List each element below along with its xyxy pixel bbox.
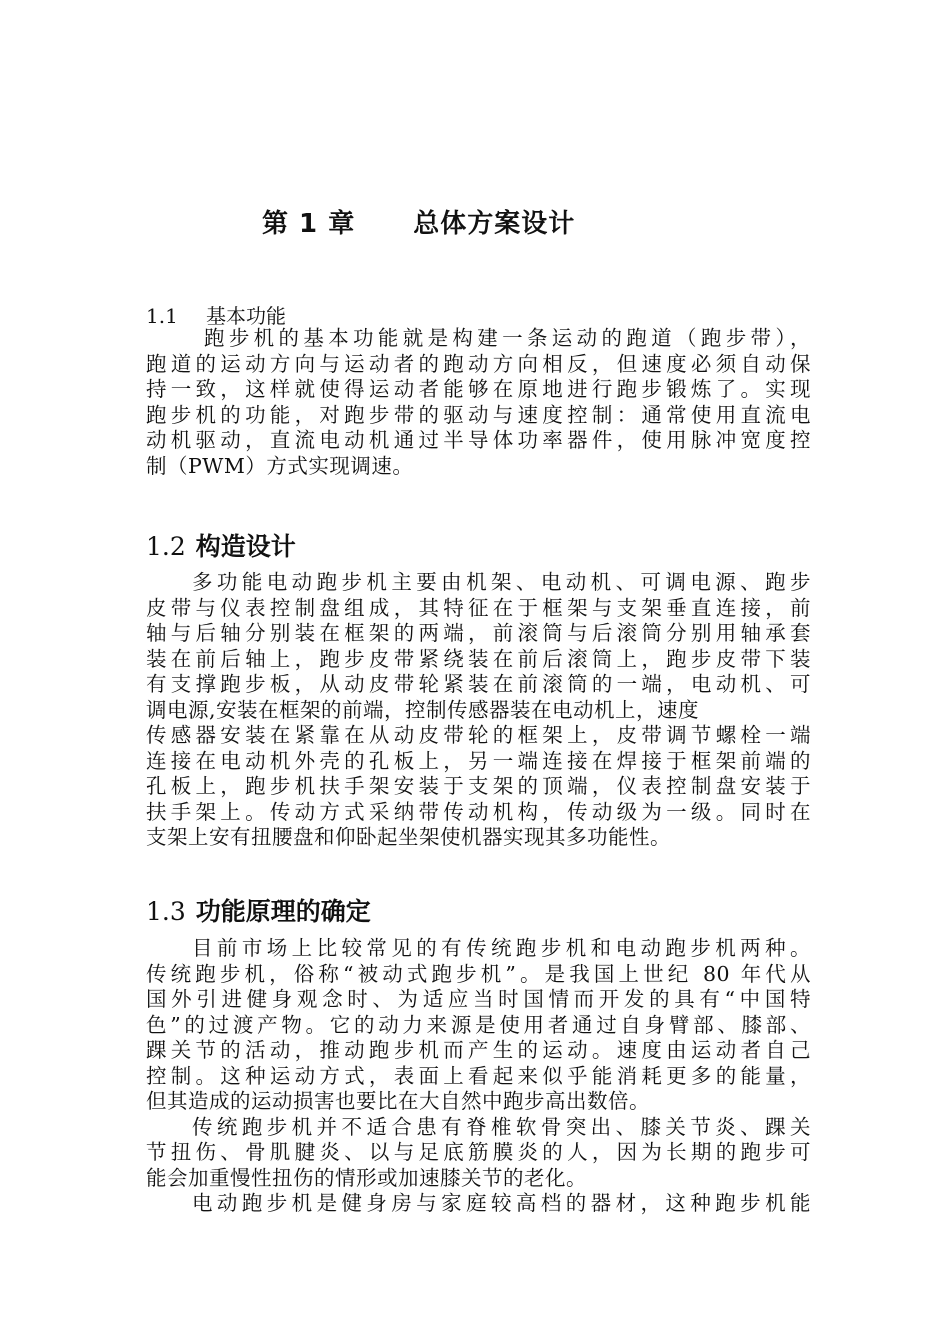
text-line: 电动跑步机是健身房与家庭较高档的器材，这种跑步机能 <box>192 1191 811 1215</box>
text-line: 色”的过渡产物。它的动力来源是使用者通过自身臂部、膝部、 <box>146 1012 811 1037</box>
section-body-1-2 <box>146 570 811 851</box>
text-line: 跑步机的基本功能就是构建一条运动的跑道（跑步带）， <box>204 326 811 350</box>
text-line: 控制。这种运动方式，表面上看起来似乎能消耗更多的能量， <box>146 1063 811 1088</box>
text-line: 多功能电动跑步机主要由机架、电动机、可调电源、跑步 <box>192 570 811 594</box>
text-line: 持一致，这样就使得运动者能够在原地进行跑步锻炼了。实现 <box>146 377 811 401</box>
text-line: 扶手架上。传动方式采纳带传动机构，传动级为一级。同时在 <box>146 799 811 824</box>
section-heading-1-1 <box>146 300 286 329</box>
text-line: 传统跑步机并不适合患有脊椎软骨突出、膝关节炎、踝关 <box>192 1114 811 1139</box>
section-number: 1.3 <box>146 897 186 926</box>
text-line: 支架上安有扭腰盘和仰卧起坐架使机器实现其多功能性。 <box>146 825 671 849</box>
text-line: 制（PWM）方式实现调速。 <box>146 453 414 478</box>
chapter-title <box>262 203 575 240</box>
section-title: 构造设计 <box>195 532 296 561</box>
text-line: 传统跑步机，俗称“被动式跑步机”。是我国上世纪 80 年代从 <box>146 961 811 986</box>
text-line: 但其造成的运动损害也要比在大自然中跑步高出数倍。 <box>146 1089 650 1113</box>
chapter-label: 第 1 章 <box>262 209 356 239</box>
text-line: 动机驱动，直流电动机通过半导体功率器件，使用脉冲宽度控 <box>146 428 811 452</box>
text-line: 目前市场上比较常见的有传统跑步机和电动跑步机两种。 <box>192 936 811 960</box>
text-line: 跑步机的功能，对跑步带的驱动与速度控制：通常使用直流电 <box>146 402 811 427</box>
text-line: 节扭伤、骨肌腱炎、以与足底筋膜炎的人，因为长期的跑步可 <box>146 1140 811 1164</box>
text-line: 皮带与仪表控制盘组成，其特征在于框架与支架垂直连接，前 <box>146 595 811 620</box>
text-line: 孔板上，跑步机扶手架安装于支架的顶端，仪表控制盘安装于 <box>146 774 811 798</box>
section-heading-1-3 <box>146 892 371 928</box>
section-title: 功能原理的确定 <box>195 897 371 926</box>
text-line: 踝关节的活动，推动跑步机而产生的运动。速度由运动者自己 <box>146 1038 811 1062</box>
text-line: 有支撑跑步板，从动皮带轮紧装在前滚筒的一端，电动机、可 <box>146 672 811 696</box>
text-line: 装在前后轴上，跑步皮带紧绕装在前后滚筒上，跑步皮带下装 <box>146 646 811 671</box>
chapter-name: 总体方案设计 <box>413 209 576 239</box>
section-number: 1.1 <box>146 304 178 328</box>
text-line: 调电源,安装在框架的前端，控制传感器装在电动机上，速度 <box>146 697 700 722</box>
text-line: 传感器安装在紧靠在从动皮带轮的框架上，皮带调节螺栓一端 <box>146 723 811 747</box>
section-number: 1.2 <box>146 532 186 561</box>
section-title: 基本功能 <box>206 304 286 328</box>
section-heading-1-2 <box>146 527 296 563</box>
text-line: 国外引进健身观念时、为适应当时国情而开发的具有“中国特 <box>146 987 811 1011</box>
text-line: 跑道的运动方向与运动者的跑动方向相反，但速度必须自动保 <box>146 351 811 376</box>
text-line: 能会加重慢性扭伤的情形或加速膝关节的老化。 <box>146 1165 587 1190</box>
text-line: 连接在电动机外壳的孔板上，另一端连接在焊接于框架前端的 <box>146 748 811 773</box>
section-body-1-1 <box>146 326 811 479</box>
section-body-1-3 <box>146 936 811 1217</box>
text-line: 轴与后轴分别装在框架的两端，前滚筒与后滚筒分别用轴承套 <box>146 621 811 645</box>
